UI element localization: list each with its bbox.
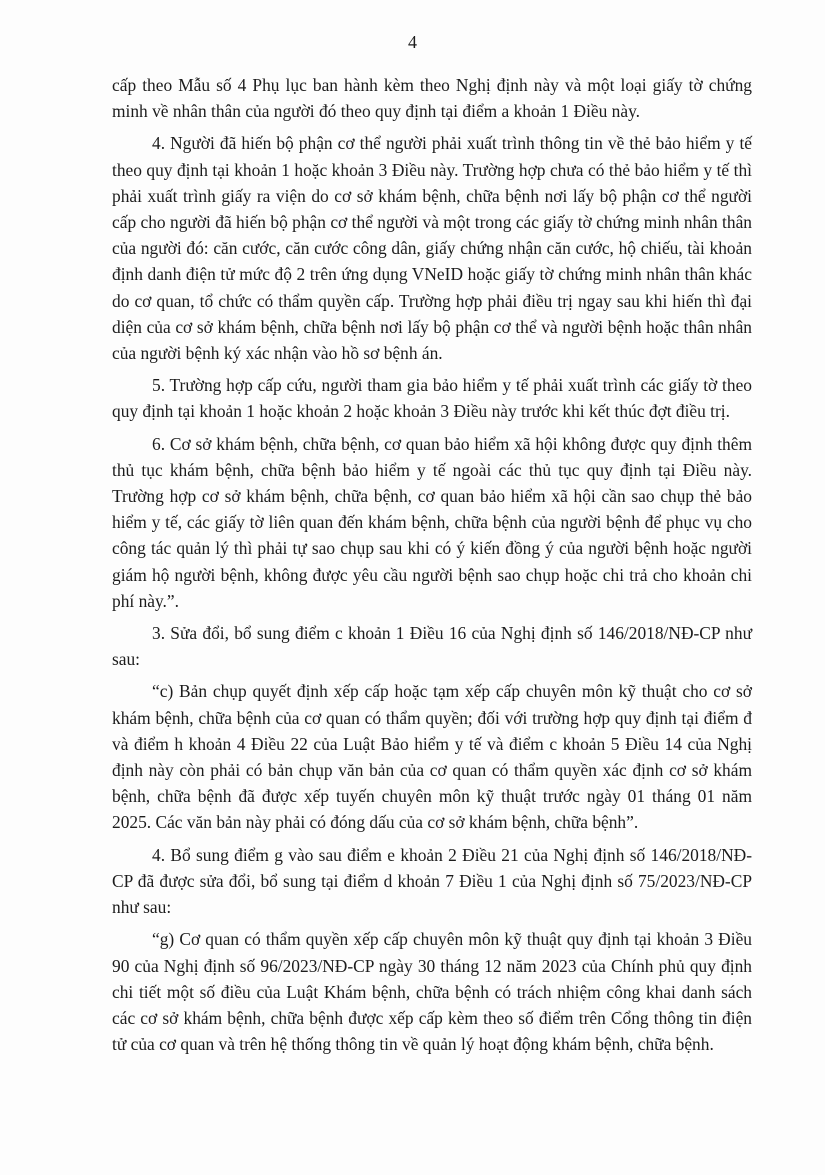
paragraph-item-6: 6. Cơ sở khám bệnh, chữa bệnh, cơ quan bảo hiểm xã hội không được quy định thêm thủ tục khám bệnh, chữa bệnh bảo hiểm y tế ngoài các thủ tục quy định tại Điều này. Trường hợp cơ sở khám bệnh, chữa bệnh, cơ quan bảo hiểm xã hội cần sao chụp thẻ bảo hiểm y tế, các giấy tờ liên quan đến khám bệnh, chữa bệnh của người bệnh để phục vụ cho công tác quản lý thì phải tự sao chụp sau khi có ý kiến đồng ý của người bệnh hoặc người giám hộ người bệnh, không được yêu cầu người bệnh sao chụp hoặc chi trả cho khoản chi phí này.”. (112, 433, 752, 611)
paragraph-amendment-3: 3. Sửa đổi, bổ sung điểm c khoản 1 Điều 16 của Nghị định số 146/2018/NĐ-CP như sau: (112, 623, 752, 670)
page-number: 4 (408, 32, 417, 52)
paragraph-continuation: cấp theo Mẫu số 4 Phụ lục ban hành kèm theo Nghị định này và một loại giấy tờ chứng minh về nhân thân của người đó theo quy định tại điểm a khoản 1 Điều này. (112, 75, 752, 122)
paragraph-item-4: 4. Người đã hiến bộ phận cơ thể người phải xuất trình thông tin về thẻ bảo hiểm y tế theo quy định tại khoản 1 hoặc khoản 3 Điều này. Trường hợp chưa có thẻ bảo hiểm y tế thì phải xuất trình giấy ra viện do cơ sở khám bệnh, chữa bệnh nơi lấy bộ phận cơ thể người cấp cho người đã hiến bộ phận cơ thể người và một trong các giấy tờ chứng minh nhân thân của người đó: căn cước, căn cước công dân, giấy chứng nhận căn cước, hộ chiếu, tài khoản định danh điện tử mức độ 2 trên ứng dụng VNeID hoặc giấy tờ chứng minh nhân thân khác do cơ quan, tổ chức có thẩm quyền cấp. Trường hợp phải điều trị ngay sau khi hiến thì đại diện của cơ sở khám bệnh, chữa bệnh nơi lấy bộ phận cơ thể và người bệnh hoặc thân nhân của người bệnh ký xác nhận vào hồ sơ bệnh án. (112, 133, 752, 364)
paragraph-item-5: 5. Trường hợp cấp cứu, người tham gia bảo hiểm y tế phải xuất trình các giấy tờ theo quy định tại khoản 1 hoặc khoản 2 hoặc khoản 3 Điều này trước khi kết thúc đợt điều trị. (112, 375, 752, 422)
paragraph-amendment-4: 4. Bổ sung điểm g vào sau điểm e khoản 2 Điều 21 của Nghị định số 146/2018/NĐ-CP đã được sửa đổi, bổ sung tại điểm d khoản 7 Điều 1 của Nghị định số 75/2023/NĐ-CP như sau: (112, 844, 752, 918)
paragraph-point-c: “c) Bản chụp quyết định xếp cấp hoặc tạm xếp cấp chuyên môn kỹ thuật cho cơ sở khám bệnh, chữa bệnh của cơ quan có thẩm quyền; đối với trường hợp quy định tại điểm đ và điểm h khoản 4 Điều 22 của Luật Bảo hiểm y tế và điểm c khoản 5 Điều 14 của Nghị định này còn phải có bản chụp văn bản của cơ quan có thẩm quyền xác định cơ sở khám bệnh, chữa bệnh đã được xếp tuyến chuyên môn kỹ thuật trước ngày 01 tháng 01 năm 2025. Các văn bản này phải có đóng dấu của cơ sở khám bệnh, chữa bệnh”. (112, 681, 752, 833)
paragraph-point-g: “g) Cơ quan có thẩm quyền xếp cấp chuyên môn kỹ thuật quy định tại khoản 3 Điều 90 của Nghị định số 96/2023/NĐ-CP ngày 30 tháng 12 năm 2023 của Chính phủ quy định chi tiết một số điều của Luật Khám bệnh, chữa bệnh có trách nhiệm công khai danh sách các cơ sở khám bệnh, chữa bệnh được xếp cấp kèm theo số điểm trên Cổng thông tin điện tử của cơ quan và trên hệ thống thông tin về quản lý hoạt động khám bệnh, chữa bệnh. (112, 929, 752, 1055)
document-body (112, 72, 752, 1063)
